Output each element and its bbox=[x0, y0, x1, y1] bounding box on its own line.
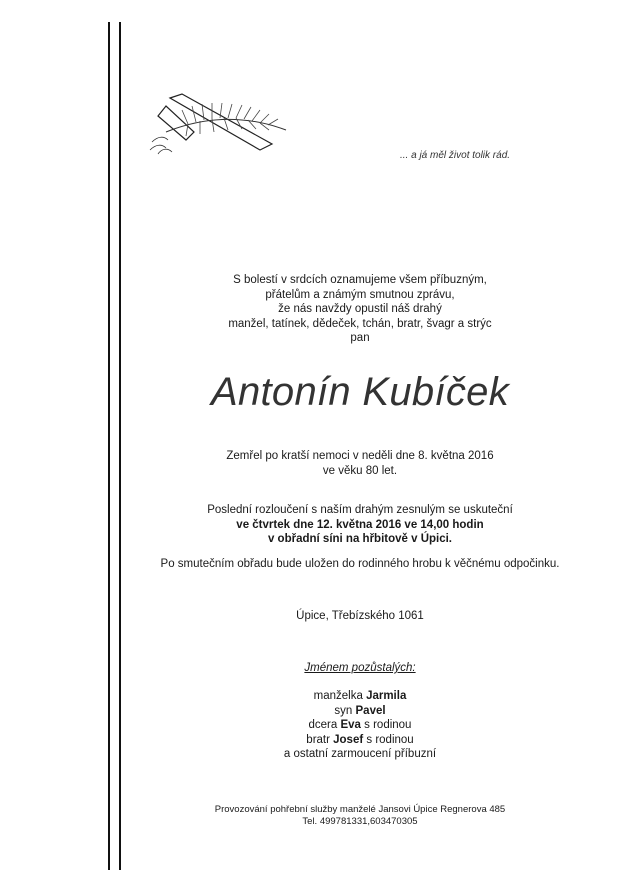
funeral-info bbox=[130, 503, 590, 547]
survivors-list bbox=[130, 689, 590, 762]
announcement-intro bbox=[130, 273, 590, 346]
intro-line: že nás navždy opustil náš drahý bbox=[278, 303, 442, 315]
survivor-item: manželka Jarmila bbox=[313, 690, 407, 702]
funeral-place: v obřadní síni na hřbitově v Úpici. bbox=[267, 533, 453, 545]
funeral-date: ve čtvrtek dne 12. května 2016 ve 14,00 hodin bbox=[236, 518, 484, 531]
border-rule-right bbox=[119, 22, 121, 870]
deceased-name: Antonín Kubíček bbox=[210, 370, 510, 414]
motto: ... a já měl život tolik rád. bbox=[400, 150, 511, 161]
death-line: Zemřel po kratší nemoci v neděli dne 8. května 2016 bbox=[226, 450, 494, 462]
survivor-item: dcera Eva s rodinou bbox=[308, 719, 412, 731]
survivor-item: bratr Josef s rodinou bbox=[306, 733, 414, 746]
family-address: Úpice, Třebízského 1061 bbox=[296, 610, 424, 622]
intro-line: přátelům a známým smutnou zprávu, bbox=[265, 288, 455, 301]
survivors-heading: Jménem pozůstalých: bbox=[304, 662, 416, 674]
survivor-item: syn Pavel bbox=[334, 704, 386, 717]
death-notice bbox=[130, 449, 590, 478]
burial-note: Po smutečním obřadu bude uložen do rodinného hrobu k věčnému odpočinku. bbox=[160, 558, 560, 570]
funeral-service-footer bbox=[130, 804, 590, 828]
death-line: ve věku 80 let. bbox=[322, 464, 398, 477]
intro-line: S bolestí v srdcích oznamujeme všem příbuzným, bbox=[233, 274, 487, 286]
cross-palm-icon bbox=[148, 92, 290, 160]
border-rule-left bbox=[108, 22, 110, 870]
funeral-line: Poslední rozloučení s naším drahým zesnulým se uskuteční bbox=[207, 504, 513, 516]
footer-line: Tel. 499781331,603470305 bbox=[302, 816, 418, 827]
survivor-item: a ostatní zarmoucení příbuzní bbox=[283, 748, 437, 760]
intro-line: manžel, tatínek, dědeček, tchán, bratr, švagr a strýc bbox=[228, 317, 492, 330]
footer-line: Provozování pohřební služby manželé Jansovi Úpice Regnerova 485 bbox=[214, 804, 506, 815]
intro-line: pan bbox=[350, 332, 370, 344]
